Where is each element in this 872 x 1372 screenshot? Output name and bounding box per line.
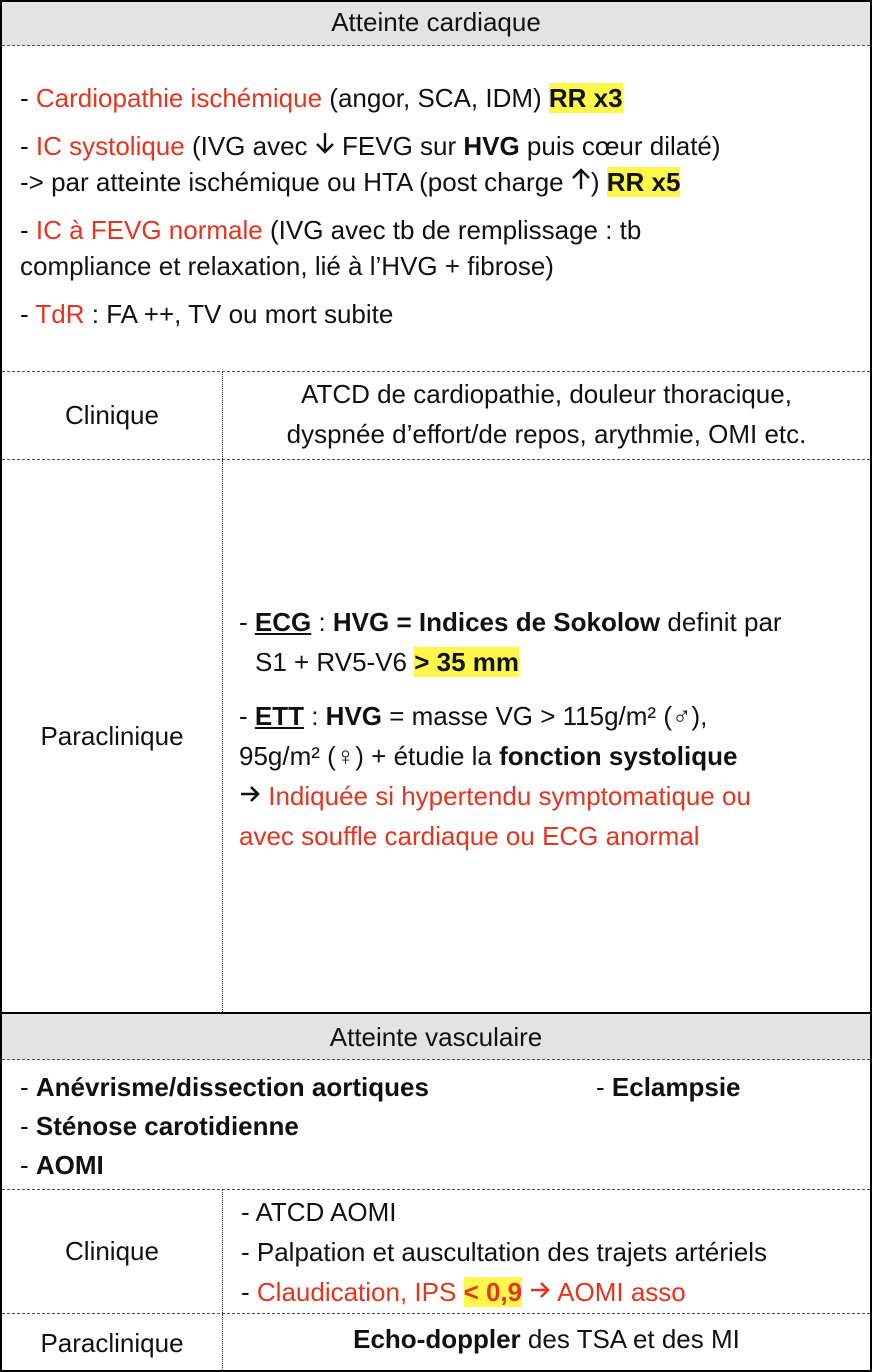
ips-badge: < 0,9 [463, 1277, 523, 1307]
cardiac-items [2, 46, 870, 372]
down-arrow-icon [315, 128, 335, 164]
rr-badge: RR x5 [606, 167, 681, 197]
cardiac-header [2, 2, 870, 46]
ett-line2: 95g/m² (♀) + étudie la fonction systolique [239, 741, 738, 771]
vascular-item: - Sténose carotidienne [20, 1111, 299, 1141]
vascular-clinique-content: - ATCD AOMI - Palpation et auscultation des trajets artériels - Claudication, IPS < 0,9 AOMI asso [223, 1190, 870, 1313]
item-tdr: - TdR : FA ++, TV ou mort subite [20, 299, 394, 329]
up-arrow-icon [571, 164, 591, 200]
row-label: Clinique [2, 372, 223, 459]
vascular-title: Atteinte vasculaire [329, 1022, 543, 1052]
threshold-badge: > 35 mm [414, 647, 520, 677]
item-ic-systolic-cause: -> par atteinte ischémique ou HTA (post charge ) RR x5 [20, 164, 852, 200]
cardiac-clinique-content: ATCD de cardiopathie, douleur thoracique, dyspnée d’effort/de repos, arythmie, OMI etc. [286, 379, 807, 449]
cardiac-paraclinique-content [223, 460, 870, 1012]
ic-systolic-name: IC systolique [35, 131, 185, 161]
ecg-line2: S1 + RV5-V6 > 35 mm [255, 647, 520, 677]
item-ischemic: - Cardiopathie ischémique (angor, SCA, IDM) RR x3 [20, 83, 623, 113]
item-ic-normal: - IC à FEVG normale (IVG avec tb de remplissage : tb [20, 215, 642, 245]
vascular-clinique-row [2, 1190, 870, 1314]
cardiac-clinique-row [2, 372, 870, 460]
ett-line: - ETT : HVG = masse VG > 115g/m² (♂), [239, 701, 708, 731]
rr-badge: RR x3 [548, 83, 623, 113]
right-arrow-icon [239, 776, 261, 816]
cardiac-paraclinique-row [2, 460, 870, 1014]
claudication-line: - Claudication, IPS < 0,9 AOMI asso [241, 1272, 870, 1312]
tdr-name: TdR [35, 299, 85, 329]
ecg-label: ECG [254, 607, 312, 637]
item-ic-systolic: - IC systolique (IVG avec FEVG sur HVG puis cœur dilaté) [20, 128, 852, 164]
row-label: Clinique [2, 1190, 223, 1313]
vascular-item-eclampsie: - Eclampsie [596, 1072, 741, 1102]
cardiac-title: Atteinte cardiaque [331, 7, 541, 37]
vascular-paraclinique-row [2, 1314, 870, 1372]
ic-normal-name: IC à FEVG normale [35, 215, 263, 245]
vascular-header [2, 1014, 870, 1060]
row-label: Paraclinique [2, 460, 223, 1012]
ett-label: ETT [254, 701, 304, 731]
right-arrow-icon [529, 1272, 551, 1312]
ett-indication-line2: avec souffle cardiaque ou ECG anormal [239, 821, 700, 851]
ischemic-name: Cardiopathie ischémique [35, 83, 323, 113]
vascular-items [2, 1060, 870, 1190]
item-ic-normal-line2: compliance et relaxation, lié à l’HVG + fibrose) [20, 251, 554, 281]
vascular-item: - Anévrisme/dissection aortiques [20, 1072, 429, 1102]
ett-indication: Indiquée si hypertendu symptomatique ou [239, 776, 854, 816]
ecg-line: - ECG : HVG = Indices de Sokolow definit par [239, 607, 782, 637]
row-label: Paraclinique [2, 1314, 223, 1372]
vascular-item: - AOMI [20, 1150, 104, 1180]
vascular-paraclinique-content: Echo-doppler des TSA et des MI [353, 1324, 740, 1354]
